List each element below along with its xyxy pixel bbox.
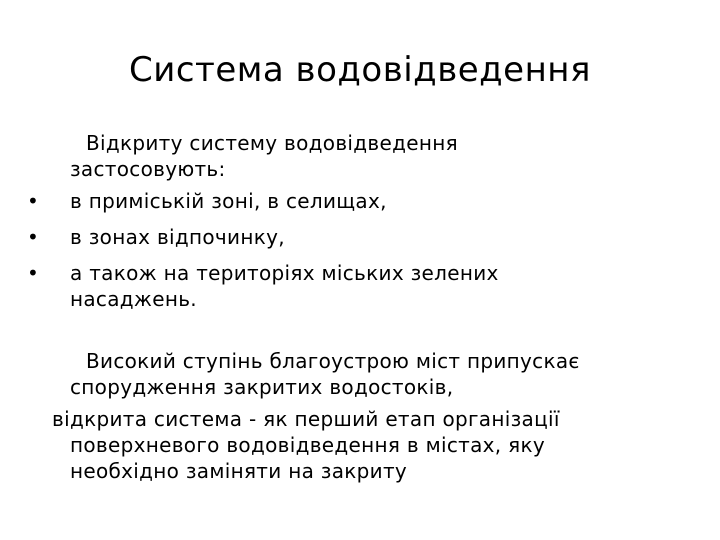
paragraph-2 [0,348,720,400]
bullet-item [0,224,720,250]
bullet-text: а також на територіях міських зелених [70,261,499,285]
bullet-marker: • [27,225,40,249]
paragraph-3-line-1: відкрита система - як перший етап організації [52,407,560,431]
bullet-marker: • [27,261,40,285]
intro-line-1: Відкриту систему водовідведення [86,131,458,155]
intro-line-2: застосовують: [70,157,226,181]
paragraph-2-line-1: Високий ступінь благоустрою міст припускає [86,349,580,373]
paragraph-3 [0,406,720,484]
bullet-text: в зонах відпочинку, [70,225,285,249]
slide-body [0,130,720,484]
slide-title: Система водовідведення [129,50,591,90]
bullet-text: в приміській зоні, в селищах, [70,189,387,213]
bullet-item [0,260,720,312]
paragraph-3-line-3: необхідно заміняти на закриту [70,459,408,483]
bullet-text-continued: насаджень. [70,287,197,311]
paragraph-2-line-2: спорудження закритих водостоків, [70,375,454,399]
paragraph-3-line-2: поверхневого водовідведення в містах, яку [70,433,545,457]
bullet-item [0,188,720,214]
intro-paragraph [0,130,720,182]
bullet-marker: • [27,189,40,213]
